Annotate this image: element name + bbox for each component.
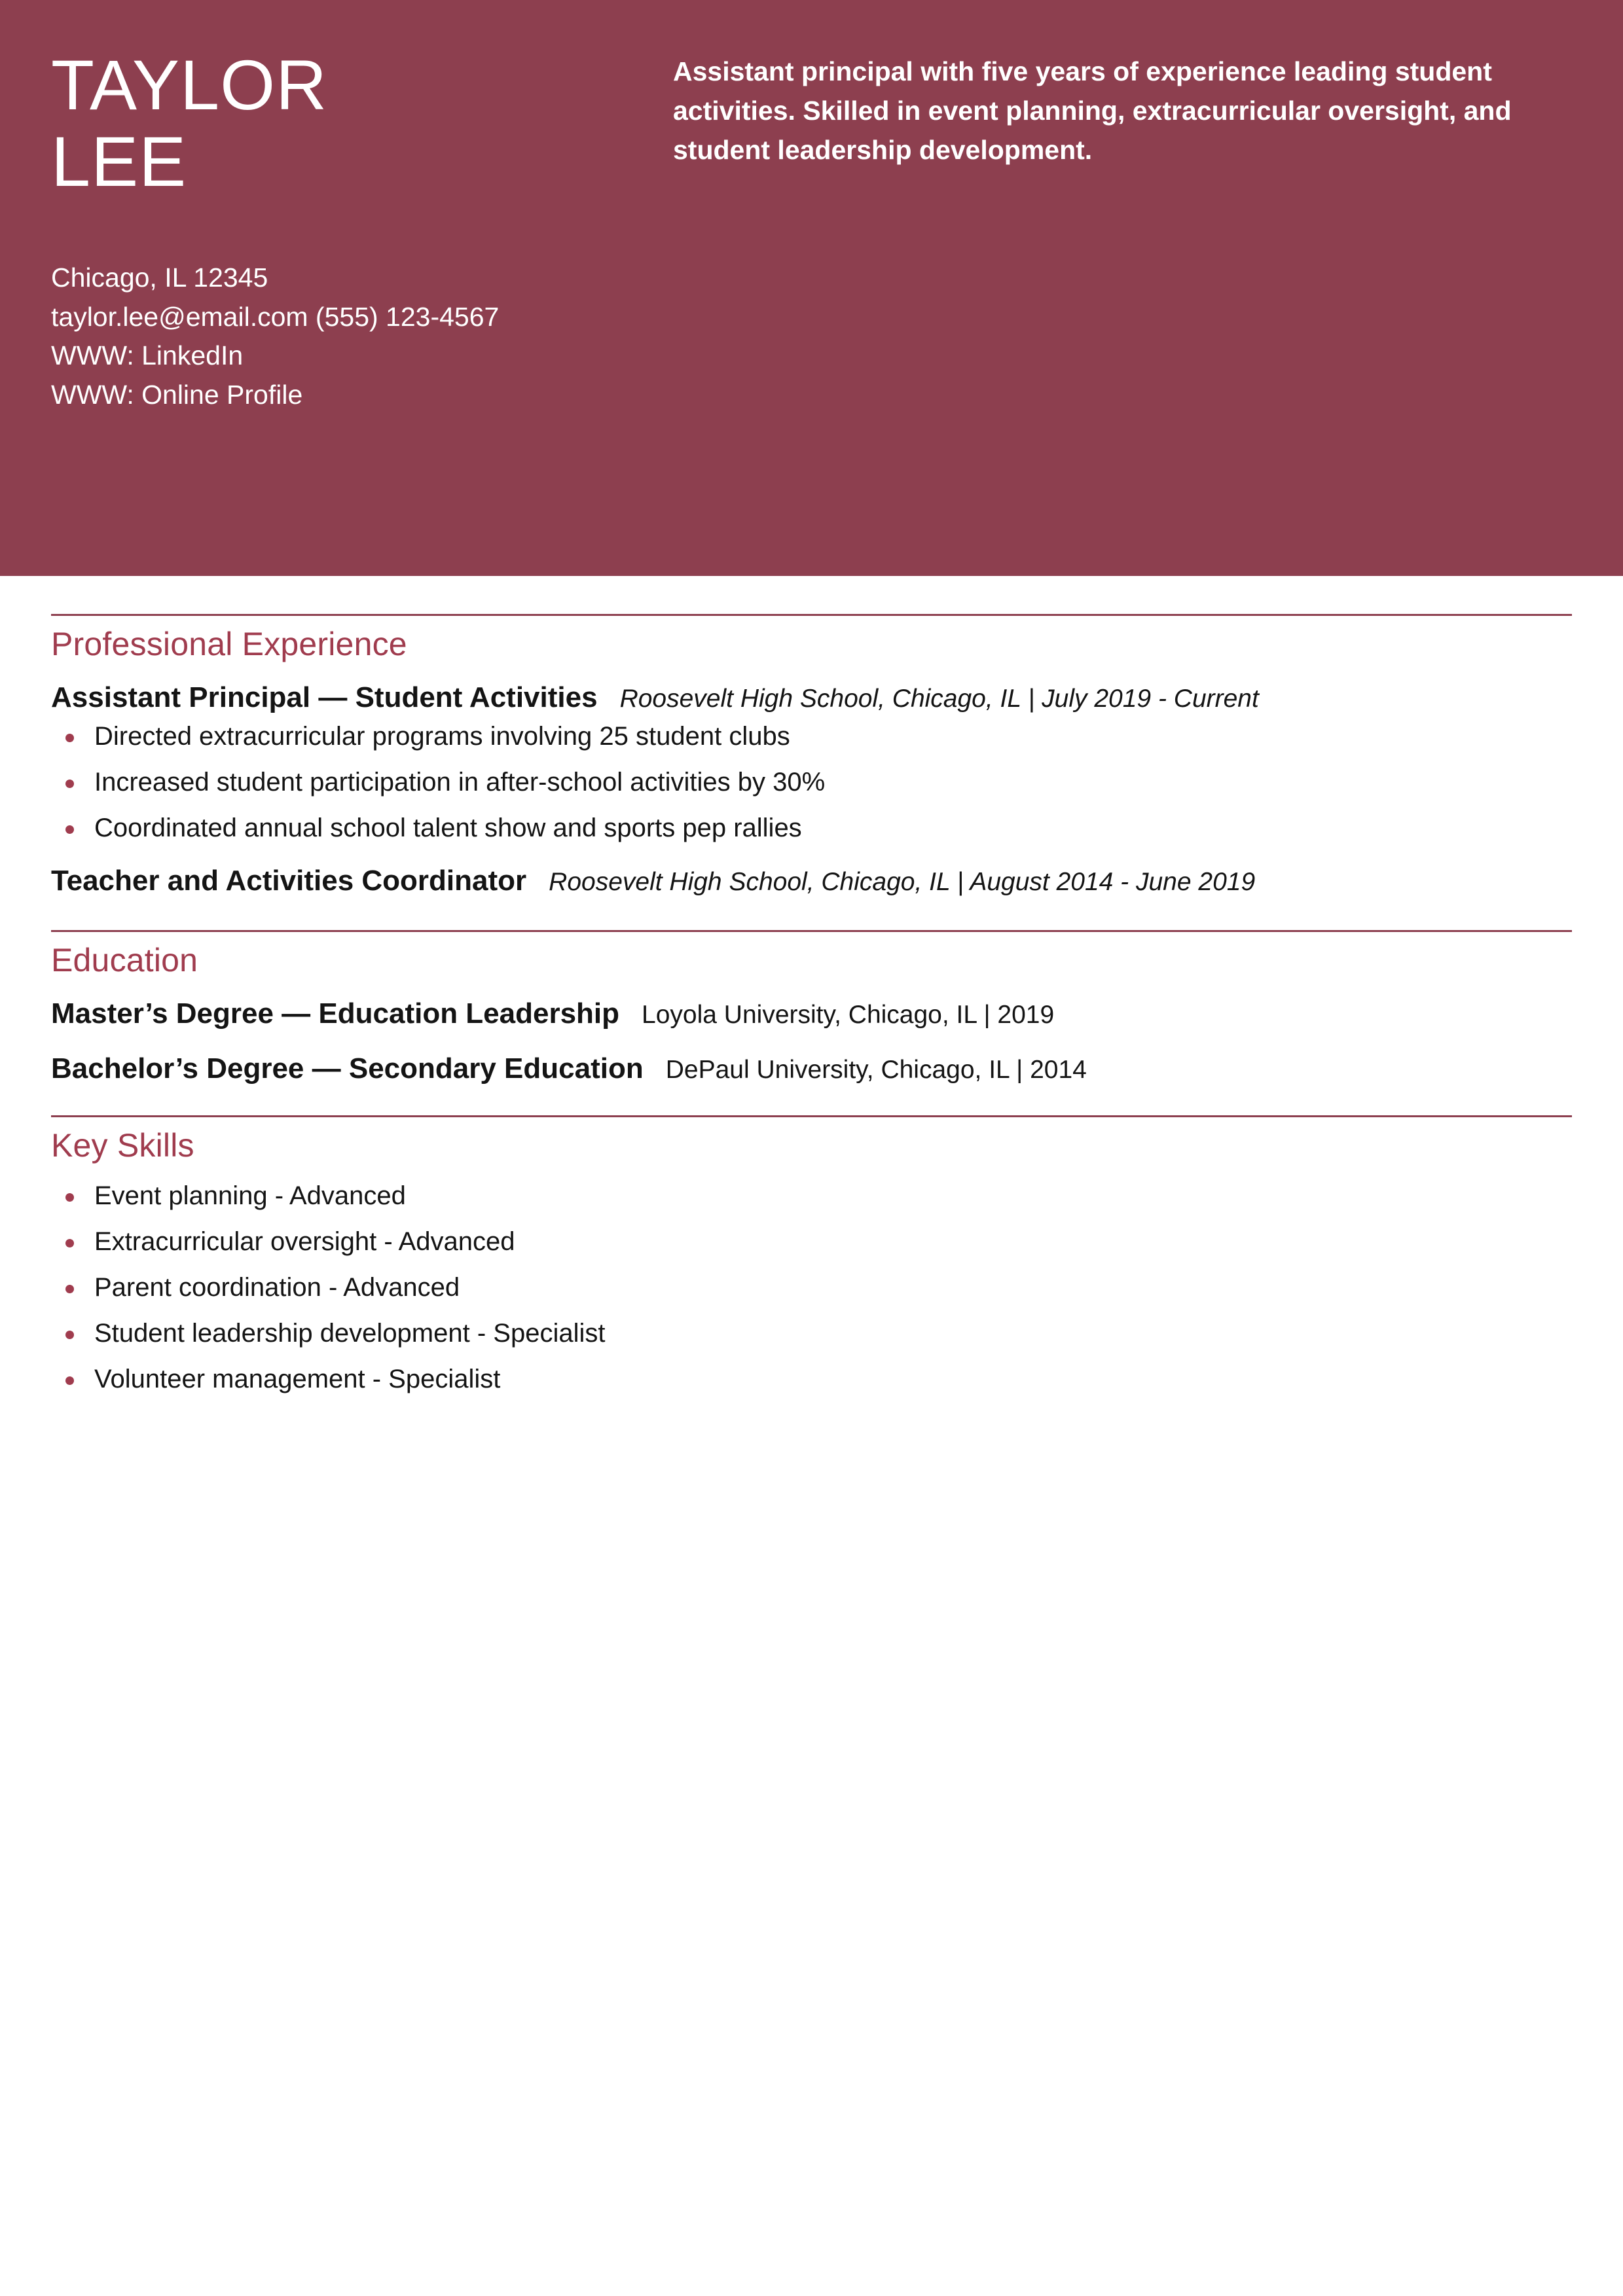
education-degree: Master’s Degree — Education Leadership	[51, 997, 620, 1030]
section-professional-experience	[51, 614, 1572, 897]
education-entry-head	[51, 997, 1572, 1030]
list-item: Extracurricular oversight - Advanced	[51, 1229, 1572, 1255]
candidate-name	[51, 47, 640, 200]
contact-linkedin[interactable]: WWW: LinkedIn	[51, 340, 244, 371]
section-title-education: Education	[51, 942, 198, 978]
section-divider-skills	[51, 1115, 1572, 1117]
section-divider-experience	[51, 614, 1572, 616]
experience-entry-head	[51, 865, 1572, 897]
experience-job-title: Assistant Principal — Student Activities	[51, 681, 598, 713]
section-title-skills: Key Skills	[51, 1127, 194, 1164]
contact-online-profile[interactable]: WWW: Online Profile	[51, 379, 303, 410]
contact-block	[51, 259, 640, 414]
list-item: Coordinated annual school talent show and sports pep rallies	[51, 815, 1572, 841]
experience-company-dates: Roosevelt High School, Chicago, IL | August 2014 - June 2019	[549, 868, 1256, 896]
section-divider-education	[51, 930, 1572, 932]
section-key-skills	[51, 1115, 1572, 1392]
education-entry	[51, 1052, 1572, 1085]
resume-header	[0, 0, 1623, 576]
list-item: Directed extracurricular programs involving 25 student clubs	[51, 723, 1572, 749]
list-item: Student leadership development - Specialist	[51, 1320, 1572, 1346]
education-entry-head	[51, 1052, 1572, 1085]
education-entry	[51, 997, 1572, 1030]
education-degree: Bachelor’s Degree — Secondary Education	[51, 1052, 644, 1085]
list-item: Parent coordination - Advanced	[51, 1274, 1572, 1300]
section-education	[51, 930, 1572, 1085]
professional-summary: Assistant principal with five years of experience leading student activities. Skilled in event planning, extracurricular oversight, and student leadership development.	[673, 56, 1512, 165]
contact-address: Chicago, IL 12345	[51, 262, 268, 293]
list-item: Volunteer management - Specialist	[51, 1366, 1572, 1392]
skills-list	[51, 1183, 1572, 1392]
header-identity-block	[51, 41, 640, 414]
header-summary-block	[640, 41, 1564, 170]
section-title-experience: Professional Experience	[51, 626, 407, 662]
resume-body	[0, 576, 1623, 1392]
candidate-name-last: LEE	[51, 121, 187, 201]
experience-company-dates: Roosevelt High School, Chicago, IL | July 2019 - Current	[619, 685, 1259, 713]
experience-bullet-list	[51, 723, 1572, 841]
candidate-name-first: TAYLOR	[51, 45, 328, 124]
contact-email-phone: taylor.lee@email.com (555) 123-4567	[51, 301, 500, 332]
list-item: Event planning - Advanced	[51, 1183, 1572, 1209]
education-school-year: Loyola University, Chicago, IL | 2019	[642, 1001, 1055, 1029]
education-school-year: DePaul University, Chicago, IL | 2014	[665, 1056, 1087, 1084]
list-item: Increased student participation in after-school activities by 30%	[51, 769, 1572, 795]
experience-entry-head	[51, 681, 1572, 714]
experience-job-title: Teacher and Activities Coordinator	[51, 865, 527, 897]
experience-entry	[51, 681, 1572, 841]
experience-entry	[51, 865, 1572, 897]
